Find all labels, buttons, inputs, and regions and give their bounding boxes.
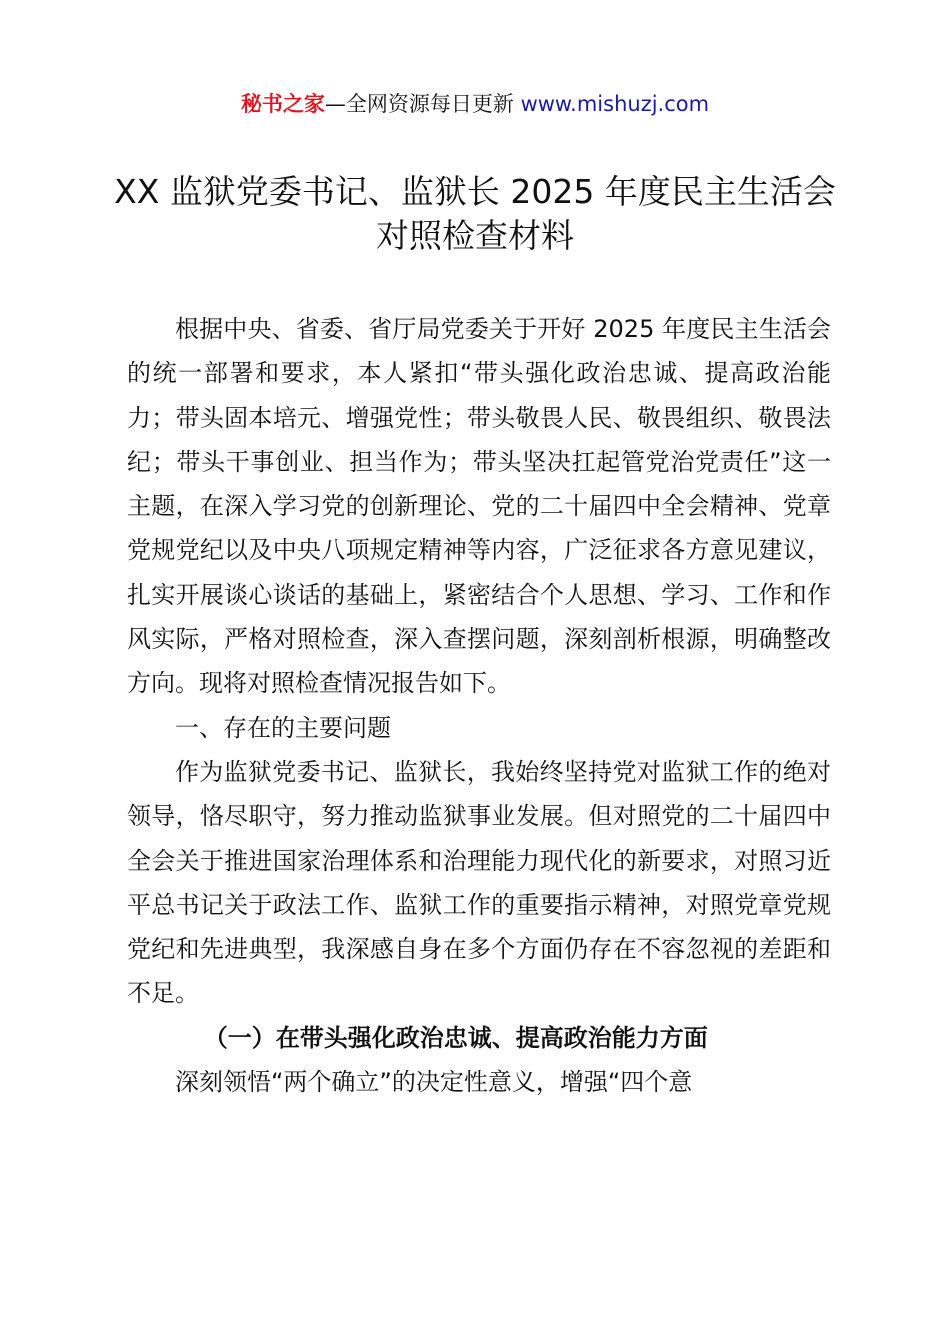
site-header <box>0 88 950 120</box>
document-title: XX 监狱党委书记、监狱长 2025 年度民主生活会对照检查材料 <box>114 172 836 255</box>
subsection-heading-political-loyalty: （一）在带头强化政治忠诚、提高政治能力方面 <box>203 1023 708 1052</box>
brand-name: 秘书之家 <box>240 92 325 116</box>
document-body <box>127 307 831 1104</box>
section-paragraph: 作为监狱党委书记、监狱长，我始终坚持党对监狱工作的绝对领导，恪尽职守，努力推动监狱事业发展。但对照党的二十届四中全会关于推进国家治理体系和治理能力现代化的新要求，对照习近平总书记关于政法工作、监狱工作的重要指示精神，对照党章党规党纪和先进典型，我深感自身在多个方面仍存在不容忽视的差距和不足。 <box>127 757 831 1008</box>
subsection-paragraph: 深刻领悟“两个确立”的决定性意义，增强“四个意 <box>175 1068 693 1097</box>
site-url-link[interactable]: www.mishuzj.com <box>520 92 710 116</box>
section-heading-main-problems: 一、存在的主要问题 <box>175 713 391 742</box>
header-tagline: —全网资源每日更新 <box>324 92 514 116</box>
intro-paragraph: 根据中央、省委、省厅局党委关于开好 2025 年度民主生活会的统一部署和要求，本人紧扣“带头强化政治忠诚、提高政治能力；带头固本培元、增强党性；带头敬畏人民、敬畏组织、敬畏法纪；带头干事创业、担当作为；带头坚决扛起管党治党责任”这一主题，在深入学习党的创新理论、党的二十届四中全会精神、党章党规党纪以及中央八项规定精神等内容，广泛征求各方意见建议，扎实开展谈心谈话的基础上，紧密结合个人思想、学习、工作和作风实际，严格对照检查，深入查摆问题，深刻剖析根源，明确整改方向。现将对照检查情况报告如下。 <box>127 315 831 698</box>
